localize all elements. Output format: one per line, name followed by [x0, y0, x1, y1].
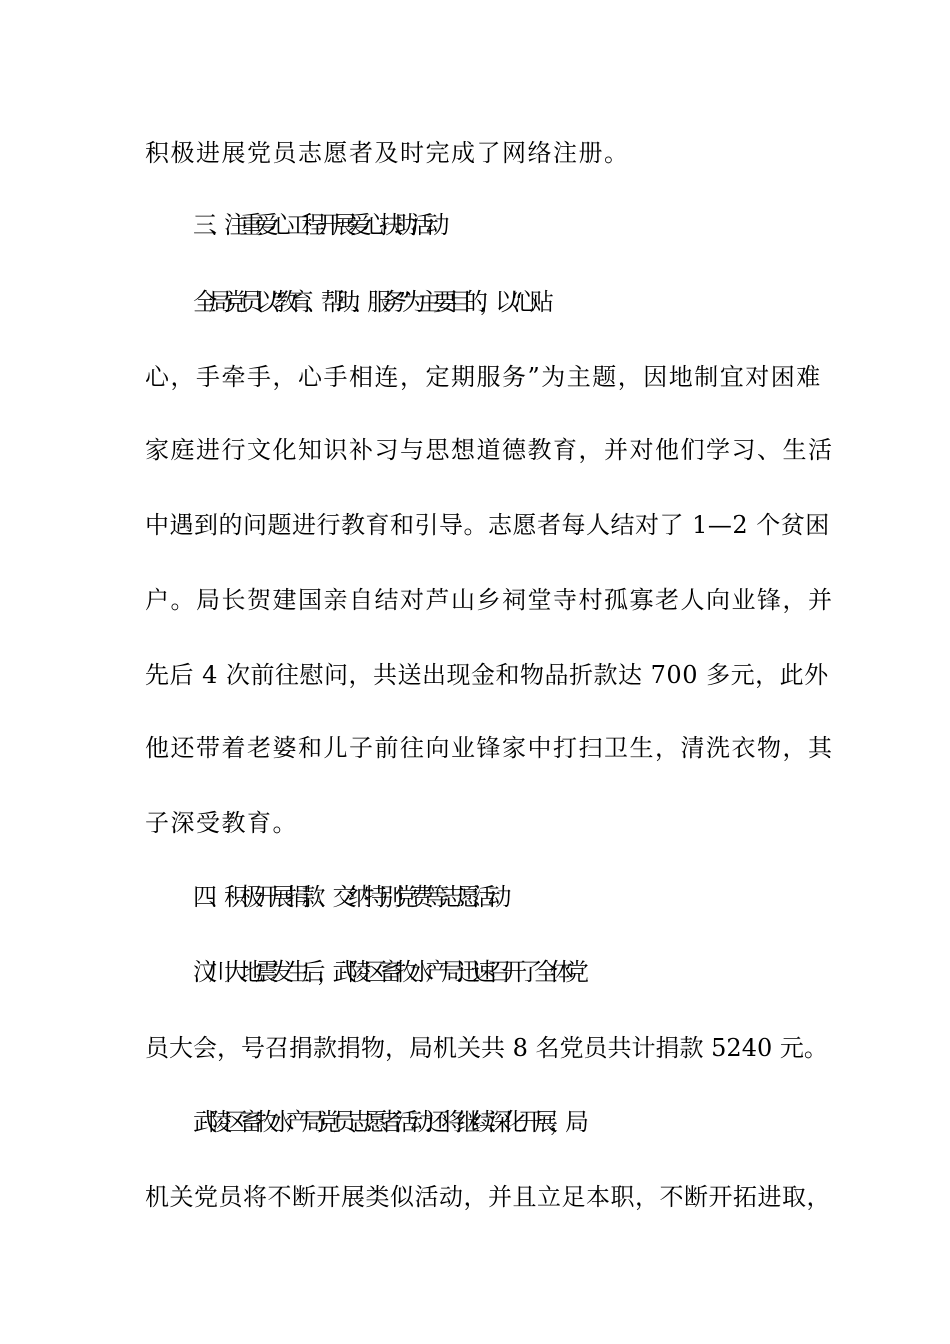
paragraph-line: 积极进展党员志愿者及时完成了网络注册。 — [145, 139, 630, 167]
paragraph-line: 员大会，号召捐款捐物，局机关共 8 名党员共计捐款 5240 元。 — [145, 1034, 828, 1062]
paragraph-line: 先后 4 次前往慰问，共送出现金和物品折款达 700 多元，此外 — [145, 661, 829, 689]
paragraph-line: 中遇到的问题进行教育和引导。志愿者每人结对了 1—2 个贫困 — [145, 511, 830, 539]
paragraph-line: 武陵区畜牧水产局党员志愿者活动还将继续深化开展，局 — [193, 1108, 581, 1136]
paragraph-line: 子深受教育。 — [145, 809, 298, 837]
paragraph-line: 机关党员将不断开展类似活动，并且立足本职，不断开拓进取， — [145, 1183, 831, 1211]
paragraph-line: 汶川大地震发生后，武陵区畜牧水产局迅速召开了全体党 — [193, 958, 581, 986]
paragraph-line: 家庭进行文化知识补习与思想道德教育，并对他们学习、生活 — [145, 436, 834, 464]
paragraph-line: 全局党员以“教育、帮助、服务”为主要目的，以“心贴 — [193, 288, 546, 316]
section-heading-4: 四、积极开展捐款、交纳特别党费等志愿活动 — [193, 883, 503, 911]
paragraph-line: 他还带着老婆和儿子前往向业锋家中打扫卫生，清洗衣物，其 — [145, 734, 834, 762]
paragraph-line: 户。局长贺建国亲自结对芦山乡祠堂寺村孤寡老人向业锋，并 — [145, 586, 834, 614]
section-heading-3: 三、注重爱心工程开展爱心扶助活动 — [193, 211, 441, 239]
paragraph-line: 心，手牵手，心手相连，定期服务”为主题，因地制宜对困难 — [145, 363, 822, 391]
